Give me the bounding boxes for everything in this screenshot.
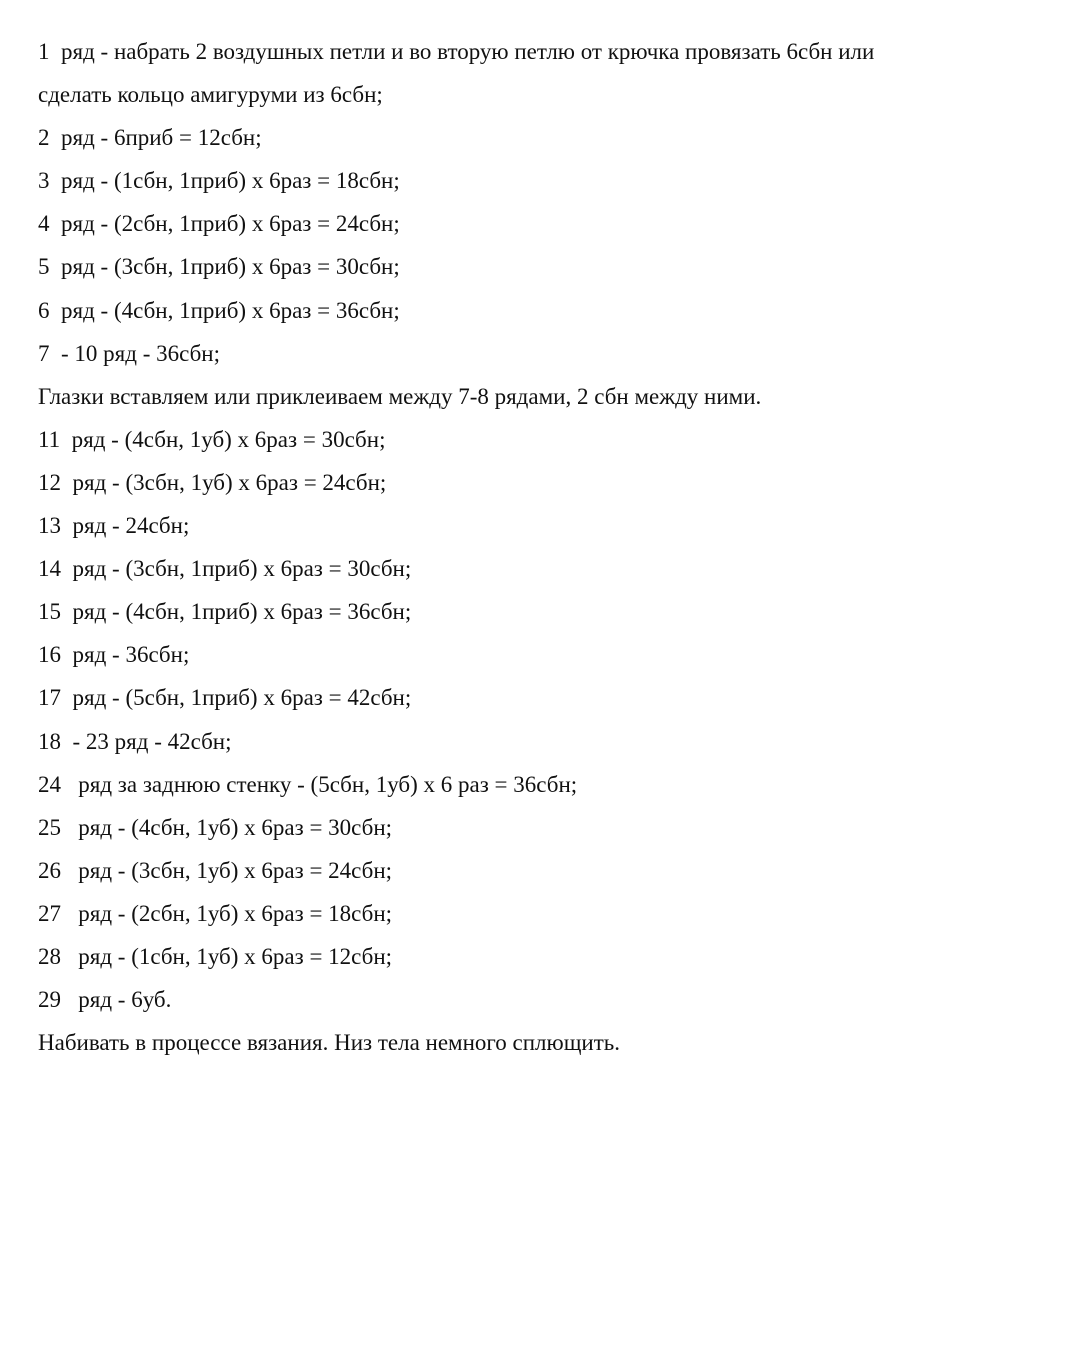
row-29-line: 29 ряд - 6уб. xyxy=(38,987,172,1013)
row-3-line: 3 ряд - (1сбн, 1приб) х 6раз = 18сбн; xyxy=(38,168,400,194)
row-28-line: 28 ряд - (1сбн, 1уб) х 6раз = 12сбн; xyxy=(38,943,393,969)
row-11-line: 11 ряд - (4сбн, 1уб) х 6раз = 30сбн; xyxy=(38,426,386,452)
row-1-line: 1 ряд - набрать 2 воздушных петли и во вторую петлю от крючка провязать 6сбн или xyxy=(38,39,875,64)
row-24-line: 24 ряд за заднюю стенку - (5сбн, 1уб) х 6 раз = 36сбн; xyxy=(38,771,578,797)
row-25-line: 25 ряд - (4сбн, 1уб) х 6раз = 30сбн; xyxy=(38,814,393,840)
eyes-note-line: Глазки вставляем или приклеиваем между 7-8 рядами, 2 сбн между ними. xyxy=(38,383,762,409)
row-13-line: 13 ряд - 24сбн; xyxy=(38,513,190,539)
rows-18-23-line: 18 - 23 ряд - 42сбн; xyxy=(38,728,232,754)
row-14-line: 14 ряд - (3сбн, 1приб) х 6раз = 30сбн; xyxy=(38,556,412,582)
row-15-line: 15 ряд - (4сбн, 1приб) х 6раз = 36сбн; xyxy=(38,599,412,625)
rows-7-10-line: 7 - 10 ряд - 36сбн; xyxy=(38,340,220,366)
stuffing-note-line: Набивать в процессе вязания. Низ тела немного сплющить. xyxy=(38,1030,621,1056)
row-17-line: 17 ряд - (5сбн, 1приб) х 6раз = 42сбн; xyxy=(38,685,412,711)
row-16-line: 16 ряд - 36сбн; xyxy=(38,642,190,668)
pattern-text xyxy=(38,30,1058,1064)
row-27-line: 27 ряд - (2сбн, 1уб) х 6раз = 18сбн; xyxy=(38,900,393,926)
row-1-continuation-line: сделать кольцо амигуруми из 6сбн; xyxy=(38,82,383,108)
row-12-line: 12 ряд - (3сбн, 1уб) х 6раз = 24сбн; xyxy=(38,469,387,495)
row-26-line: 26 ряд - (3сбн, 1уб) х 6раз = 24сбн; xyxy=(38,857,393,883)
row-6-line: 6 ряд - (4сбн, 1приб) х 6раз = 36сбн; xyxy=(38,297,400,323)
row-4-line: 4 ряд - (2сбн, 1приб) х 6раз = 24сбн; xyxy=(38,211,400,237)
row-5-line: 5 ряд - (3сбн, 1приб) х 6раз = 30сбн; xyxy=(38,254,400,280)
row-2-line: 2 ряд - 6приб = 12сбн; xyxy=(38,125,262,151)
